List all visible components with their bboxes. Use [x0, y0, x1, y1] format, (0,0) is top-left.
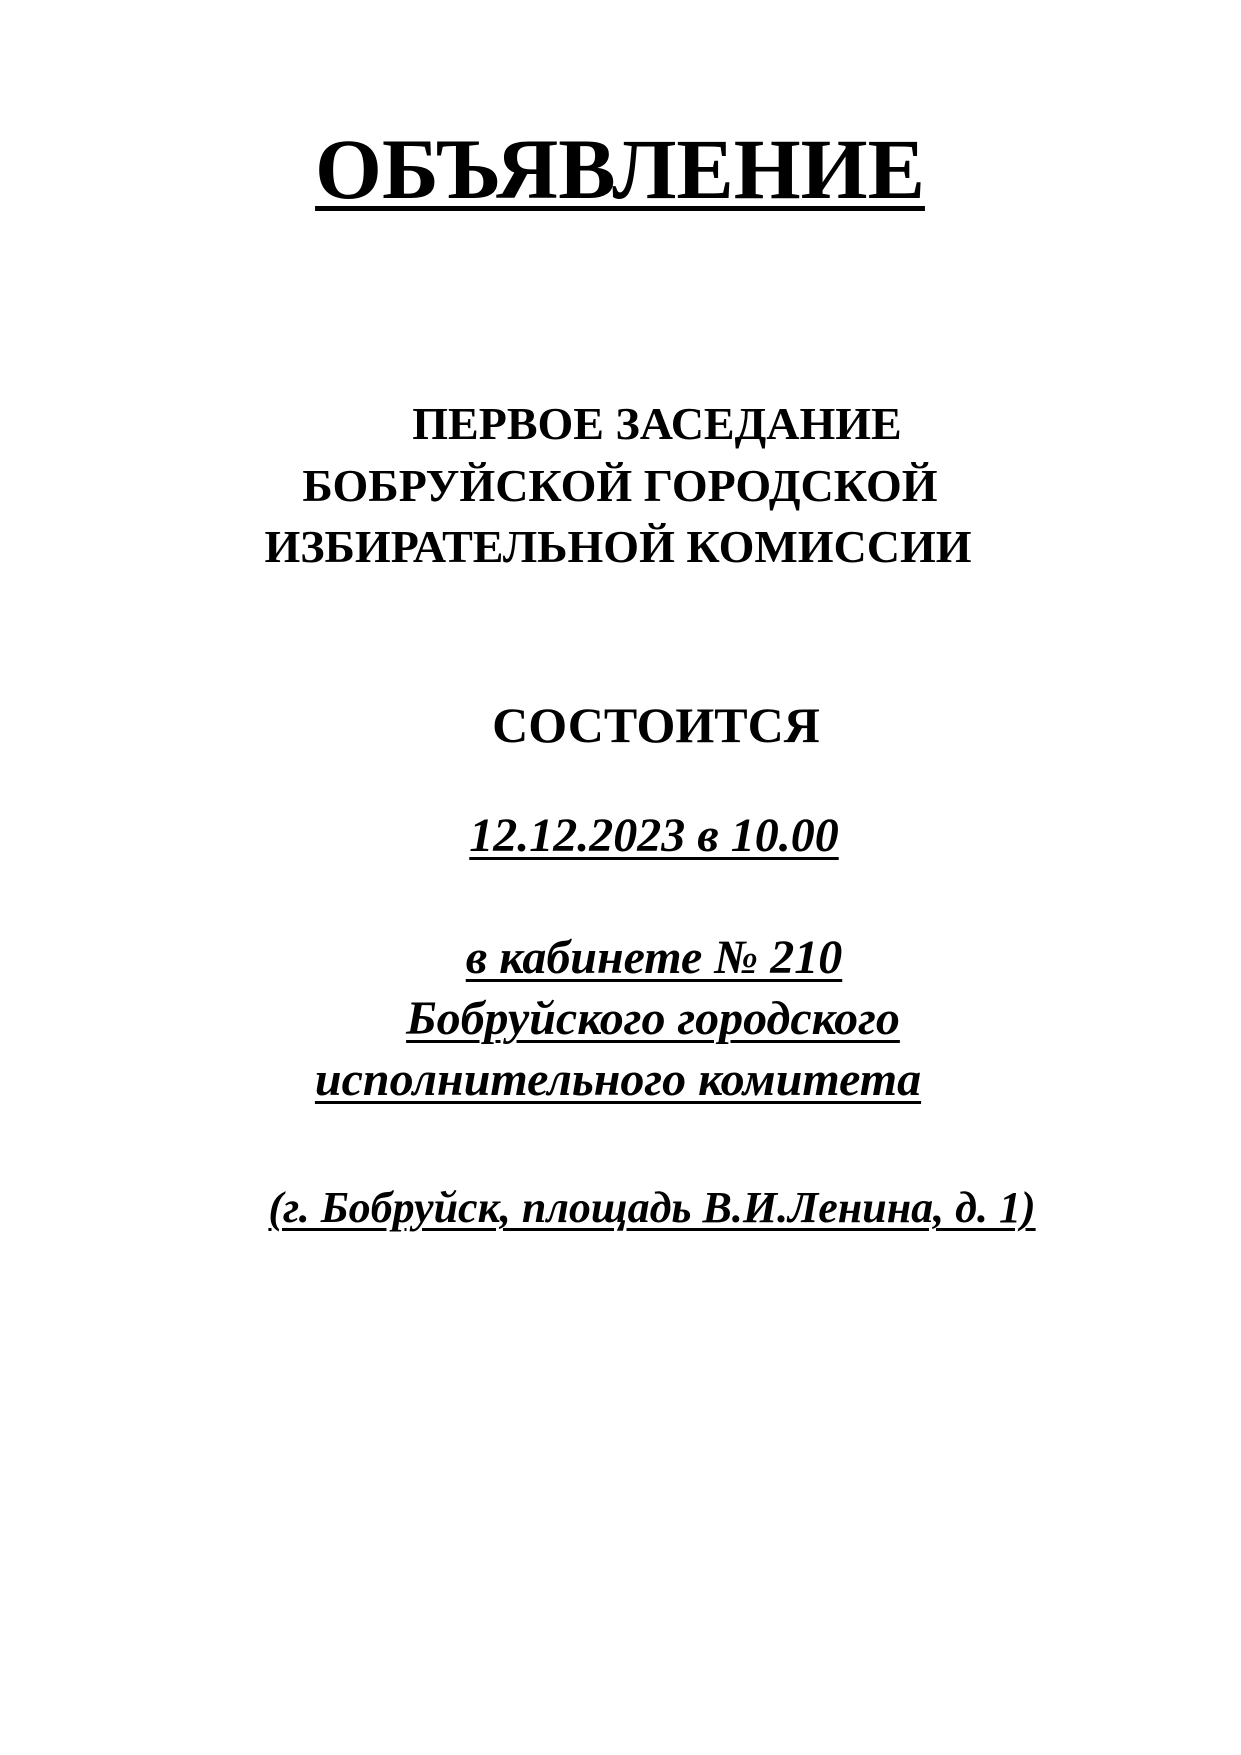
- meeting-location-line-3: исполнительного комитета: [314, 1053, 922, 1106]
- meeting-heading-line-2: БОБРУЙСКОЙ ГОРОДСКОЙ: [302, 460, 938, 511]
- meeting-status: СОСТОИТСЯ: [492, 697, 820, 753]
- meeting-location-line-1: в кабинете № 210: [465, 931, 843, 984]
- meeting-location-line-2: Бобруйского городского: [406, 992, 900, 1045]
- meeting-datetime: 12.12.2023 в 10.00: [469, 809, 839, 862]
- meeting-heading-line-1: ПЕРВОЕ ЗАСЕДАНИЕ: [412, 398, 902, 449]
- meeting-address: (г. Бобруйск, площадь В.И.Ленина, д. 1): [268, 1183, 1036, 1232]
- meeting-heading-line-3: ИЗБИРАТЕЛЬНОЙ КОМИССИИ: [264, 521, 972, 572]
- announcement-title: ОБЪЯВЛЕНИЕ: [315, 121, 925, 217]
